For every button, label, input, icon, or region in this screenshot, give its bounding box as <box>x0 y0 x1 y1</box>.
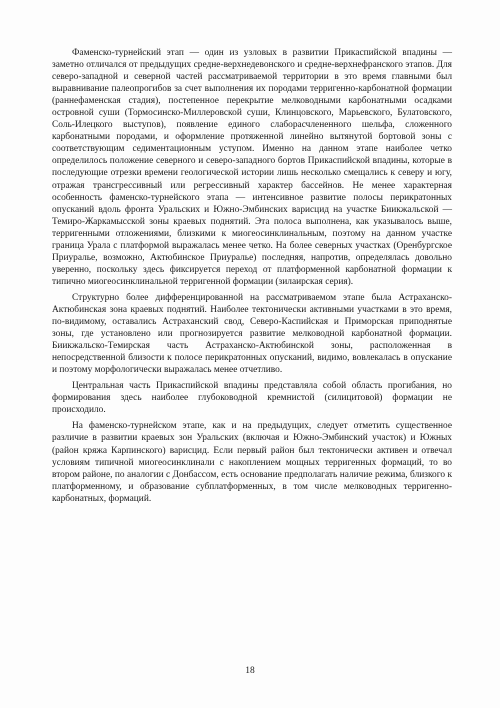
page-number: 18 <box>245 666 255 676</box>
paragraph-2: Структурно более дифференцированной на рассматриваемом этапе была Астраханско-Актюбинская зона краевых поднятий. Наиболее тектонически активными участками в это время, по-видимому, оставались Астраханский свод, Северо-Каспийская и Приморская приподнятые зоны, где установлено или прогнозируется развитие мелководной карбонатной формации. Биикжальско-Темирская часть Астраханско-Актюбинской зоны, расположенная в непосредственной близости к полосе перикратонных опусканий, видимо, вовлекалась в опускание и поэтому морфологически выражалась менее отчетливо. <box>52 292 452 376</box>
paragraph-3: Центральная часть Прикаспийской впадины представляла собой область прогибания, но формирования здесь наиболее глубоководной кремнистой (силицитовой) формации не происходило. <box>52 381 452 416</box>
body-text <box>52 47 452 509</box>
paragraph-1: Фаменско-турнейский этап — один из узловых в развитии Прикаспийской впадины — заметно отличался от предыдущих средне-верхнедевонского и средне-верхнефранского этапов. Для северо-западной и северной частей рассматриваемой территории в это время главными был выравнивание палеопрогибов за счет выполнения их породами терригенно-карбонатной формации (раннефаменская стадия), постепенное перекрытие мелководными карбонатными осадками островной суши (Тормосинско-Миллеровской суши, Клинцовского, Марьевского, Булатовского, Соль-Илецкого выступов), появление единого слаборасчлененного шельфа, сложенного карбонатными породами, и оформление протяженной линейно вытянутой бортовой зоны с соответствующим седиментационным уступом. Именно на данном этапе наиболее четко определилось положение северного и северо-западного бортов Прикаспийской впадины, которые в последующие отрезки времени геологической истории лишь несколько смещались к северу и югу, отражая трансгрессивный или регрессивный характер бассейнов. Не менее характерная особенность фаменско-турнейского этапа — интенсивное развитие полосы перикратонных опусканий вдоль фронта Уральских и Южно-Эмбинских варисцид на участке Биикжальской — Темиро-Жаркамысской зоны краевых поднятий. Эта полоса выполнена, как указывалось выше, терригенными отложениями, близкими к миогеосинклинальным, поэтому на данном участке граница Урала с платформой выражалась менее четко. На более северных участках (Оренбургское Приуралье, возможно, Актюбинское Приуралье) последняя, напротив, определялась довольно уверенно, поскольку здесь фиксируется переход от платформенной карбонатной формации к типично миогеосинклинальной терригенной формации (зилаирская серия). <box>52 48 452 287</box>
paragraph-4: На фаменско-турнейском этапе, как и на предыдущих, следует отметить существенное различие в развитии краевых зон Уральских (включая и Южно-Эмбинский участок) и Южных (район кряжа Карпинского) варисцид. Если первый район был тектонически активен и отвечал условиям типичной миогеосинклинали с накоплением мощных терригенных формаций, то во втором районе, по аналогии с Донбассом, есть основание предполагать наличие режима, близкого к платформенному, и образование субплатформенных, в том числе мелководных терригенно-карбонатных, формаций. <box>52 421 452 504</box>
